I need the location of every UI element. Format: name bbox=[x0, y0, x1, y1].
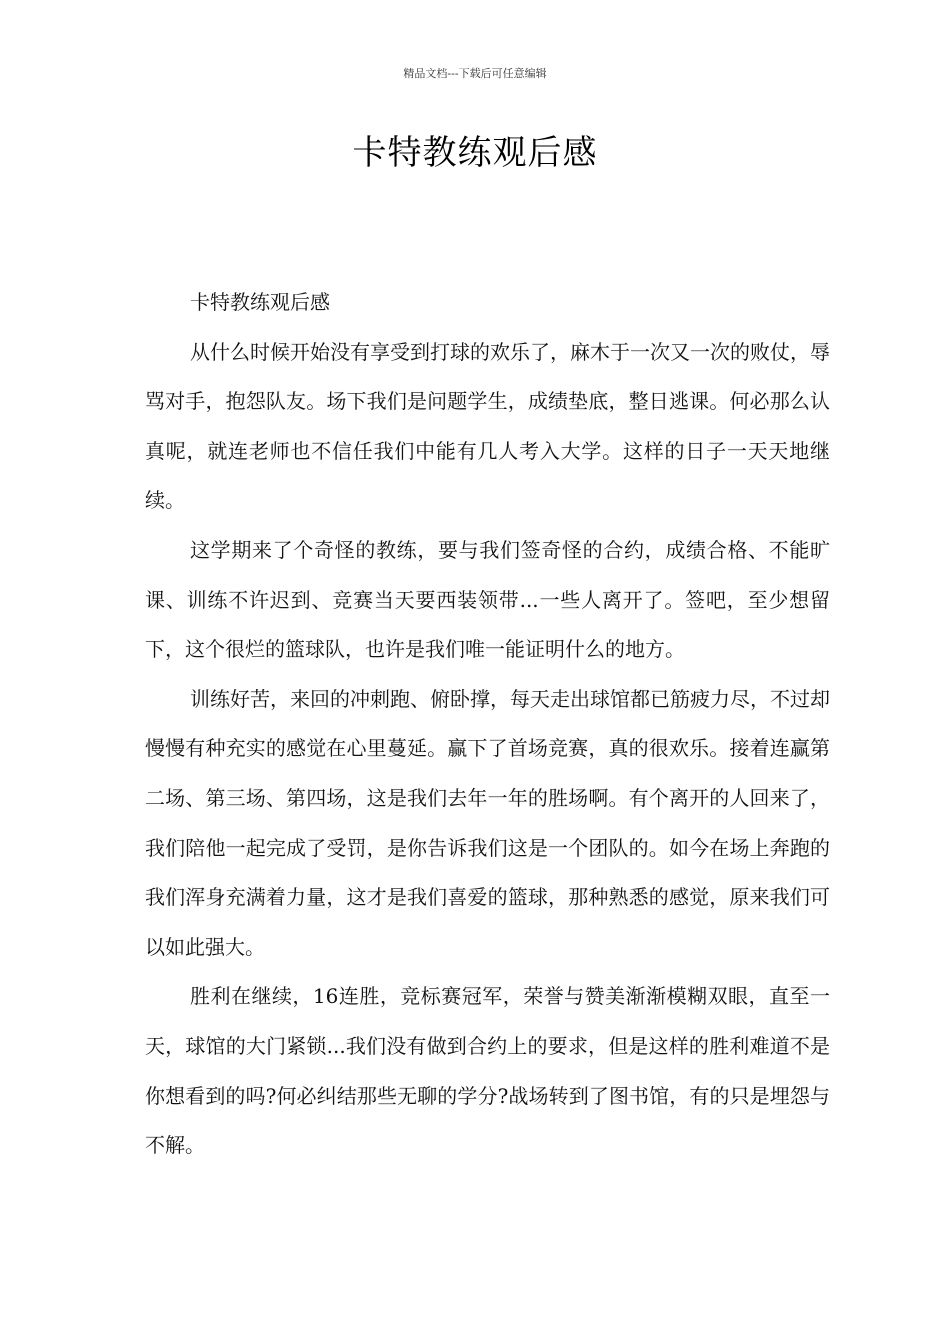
paragraph: 这学期来了个奇怪的教练，要与我们签奇怪的合约，成绩合格、不能旷课、训练不许迟到、竞赛当天要西装领带...一些人离开了。签吧，至少想留下，这个很烂的篮球队，也许是我们唯一能证明什么的地方。 bbox=[145, 537, 830, 662]
header-note: 精品文档---下载后可任意编辑 bbox=[403, 67, 547, 80]
paragraph: 从什么时候开始没有享受到打球的欢乐了，麻木于一次又一次的败仗，辱骂对手，抱怨队友。场下我们是问题学生，成绩垫底，整日逃课。何必那么认真呢，就连老师也不信任我们中能有几人考入大学。这样的日子一天天地继续。 bbox=[145, 339, 830, 513]
paragraph-subtitle: 卡特教练观后感 bbox=[190, 290, 330, 314]
document-title: 卡特教练观后感 bbox=[352, 133, 598, 173]
paragraph: 胜利在继续，16连胜，竞标赛冠军，荣誉与赞美渐渐模糊双眼，直至一天，球馆的大门紧锁...我们没有做到合约上的要求，但是这样的胜利难道不是你想看到的吗?何必纠结那些无聊的学分?战场转到了图书馆，有的只是埋怨与不解。 bbox=[145, 984, 830, 1158]
paragraph: 训练好苦，来回的冲刺跑、俯卧撑，每天走出球馆都已筋疲力尽，不过却慢慢有种充实的感觉在心里蔓延。赢下了首场竞赛，真的很欢乐。接着连赢第二场、第三场、第四场，这是我们去年一年的胜场啊。有个离开的人回来了，我们陪他一起完成了受罚，是你告诉我们这是一个团队的。如今在场上奔跑的我们浑身充满着力量，这才是我们喜爱的篮球，那种熟悉的感觉，原来我们可以如此强大。 bbox=[145, 686, 830, 959]
document-body bbox=[145, 278, 830, 1171]
